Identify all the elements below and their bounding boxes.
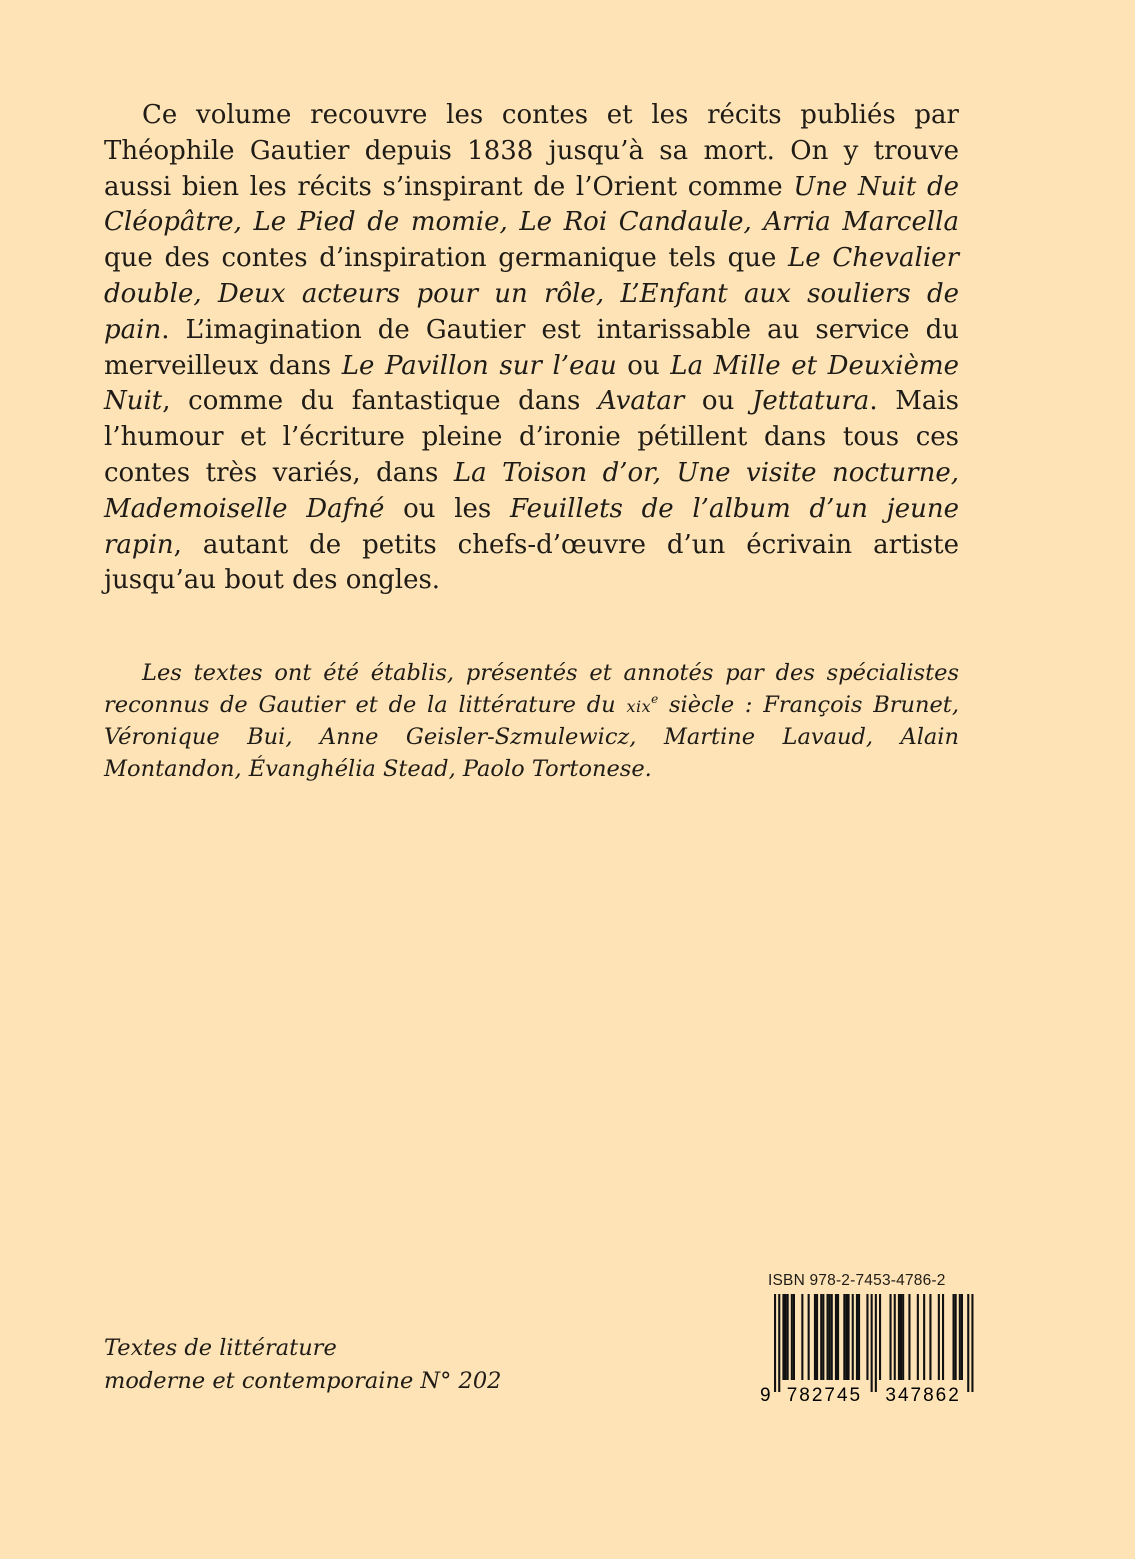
barcode-bar [835, 1294, 837, 1380]
barcode-bar [890, 1294, 892, 1380]
barcode-bar [923, 1294, 925, 1380]
barcode-bar [938, 1294, 940, 1380]
barcode-bar [831, 1294, 833, 1380]
barcode-bar [848, 1294, 850, 1380]
barcode-bar [858, 1294, 860, 1380]
barcode-bar [814, 1294, 816, 1380]
barcode-bar [908, 1294, 910, 1380]
collection-line-1: Textes de littérature [104, 1335, 337, 1361]
barcode-bar [820, 1294, 822, 1380]
back-cover-summary [104, 98, 959, 599]
summary-text: , comme du fantastique dans [162, 386, 598, 417]
barcode-guard-bar [875, 1294, 877, 1392]
summary-text: ou [684, 386, 752, 417]
barcode-bar [787, 1294, 789, 1380]
barcode-bar [961, 1294, 963, 1380]
summary-title: Une Nuit de Cléopâtre, Le Pied de momie, Le Roi Candaule, Arria Marcella [104, 171, 959, 238]
barcode-guard-bar [967, 1294, 969, 1392]
barcode-bar [894, 1294, 896, 1380]
barcode-bar [845, 1294, 847, 1380]
barcode-bar [808, 1294, 810, 1380]
barcode-bar [791, 1294, 793, 1380]
isbn-barcode [760, 1272, 982, 1402]
collection-info [104, 1332, 524, 1397]
barcode-guard-bar [778, 1294, 780, 1392]
summary-title: Jettatura [751, 386, 870, 417]
editors-text: siècle : François Brunet, Véronique Bui, Anne Geisler-Szmulewicz, Martine Lavaud, Alain Montandon, Évanghélia Stead, Paolo Tortonese. [104, 691, 959, 782]
barcode-first-digit: 9 [760, 1385, 771, 1402]
barcode-bar [829, 1294, 831, 1380]
summary-text: ou les [384, 493, 510, 524]
editors-text: Les textes ont été établis, présentés et annotés par des spécialistes reconnus de Gautier et de la littérature du [104, 660, 959, 718]
barcode-bar [959, 1294, 961, 1380]
barcode-left-digits: 782745 [786, 1385, 863, 1402]
barcode-bar [843, 1294, 845, 1380]
barcode-bar [852, 1294, 854, 1380]
barcode-guard-bar [971, 1294, 973, 1392]
barcode-bar [837, 1294, 839, 1380]
isbn-label: ISBN 978-2-7453-4786-2 [768, 1272, 946, 1289]
barcode-bar [902, 1294, 904, 1380]
barcode-bar [955, 1294, 957, 1380]
barcode-bar [782, 1294, 784, 1380]
summary-text: que des contes d’inspiration germanique tels que [104, 243, 789, 274]
barcode-bar [900, 1294, 902, 1380]
barcode-bar [827, 1294, 829, 1380]
barcode-bar [816, 1294, 818, 1380]
barcode-guard-bar [871, 1294, 873, 1392]
barcode-guard-bar [774, 1294, 776, 1392]
barcode-bar [866, 1294, 868, 1380]
summary-title: Le Chevalier double, Deux acteurs pour un rôle, L’Enfant aux souliers de pain [104, 243, 959, 345]
summary-title: Le Pavillon sur l’eau [341, 350, 617, 381]
barcode-bar [822, 1294, 824, 1380]
barcode-bar [898, 1294, 900, 1380]
summary-title: La Toison d’or, Une visite nocturne, Mademoiselle Dafné [104, 457, 960, 524]
barcode-bar [879, 1294, 881, 1380]
barcode-bar [942, 1294, 944, 1380]
summary-text: . L’imagination de Gautier est intarissable au service du merveilleux dans [104, 314, 959, 381]
summary-title: Avatar [597, 386, 685, 417]
barcode-bar [793, 1294, 795, 1380]
summary-text: Ce volume recouvre les contes et les récits publiés par Théophile Gautier depuis 1838 jusqu’à sa mort. On y trouve aussi bien les récits s’inspirant de l’Orient comme [104, 100, 959, 202]
barcode-bar [801, 1294, 803, 1380]
barcode-right-digits: 347862 [885, 1385, 961, 1402]
barcode-bar [785, 1294, 787, 1380]
editors-credit [104, 658, 959, 785]
summary-text: ou [616, 350, 671, 381]
barcode-bar [856, 1294, 858, 1380]
summary-title: Feuillets de l’album d’un jeune rapin [104, 493, 959, 560]
century-superscript: e [651, 691, 659, 706]
summary-text: , autant de petits chefs-d’œuvre d’un écrivain artiste jusqu’au bout des ongles. [104, 529, 959, 596]
barcode-bar [917, 1294, 919, 1380]
barcode-bars [774, 1294, 974, 1392]
barcode-bar [929, 1294, 931, 1380]
summary-title: La Mille et Deuxième Nuit [104, 350, 959, 417]
barcode-bar [953, 1294, 955, 1380]
collection-line-2: moderne et contemporaine N° 202 [104, 1367, 502, 1394]
summary-text: . Mais l’humour et l’écriture pleine d’ironie pétillent dans tous ces contes très variés, dans [104, 386, 959, 488]
barcode-graphic [760, 1294, 982, 1402]
century-numeral: xix [626, 696, 652, 716]
